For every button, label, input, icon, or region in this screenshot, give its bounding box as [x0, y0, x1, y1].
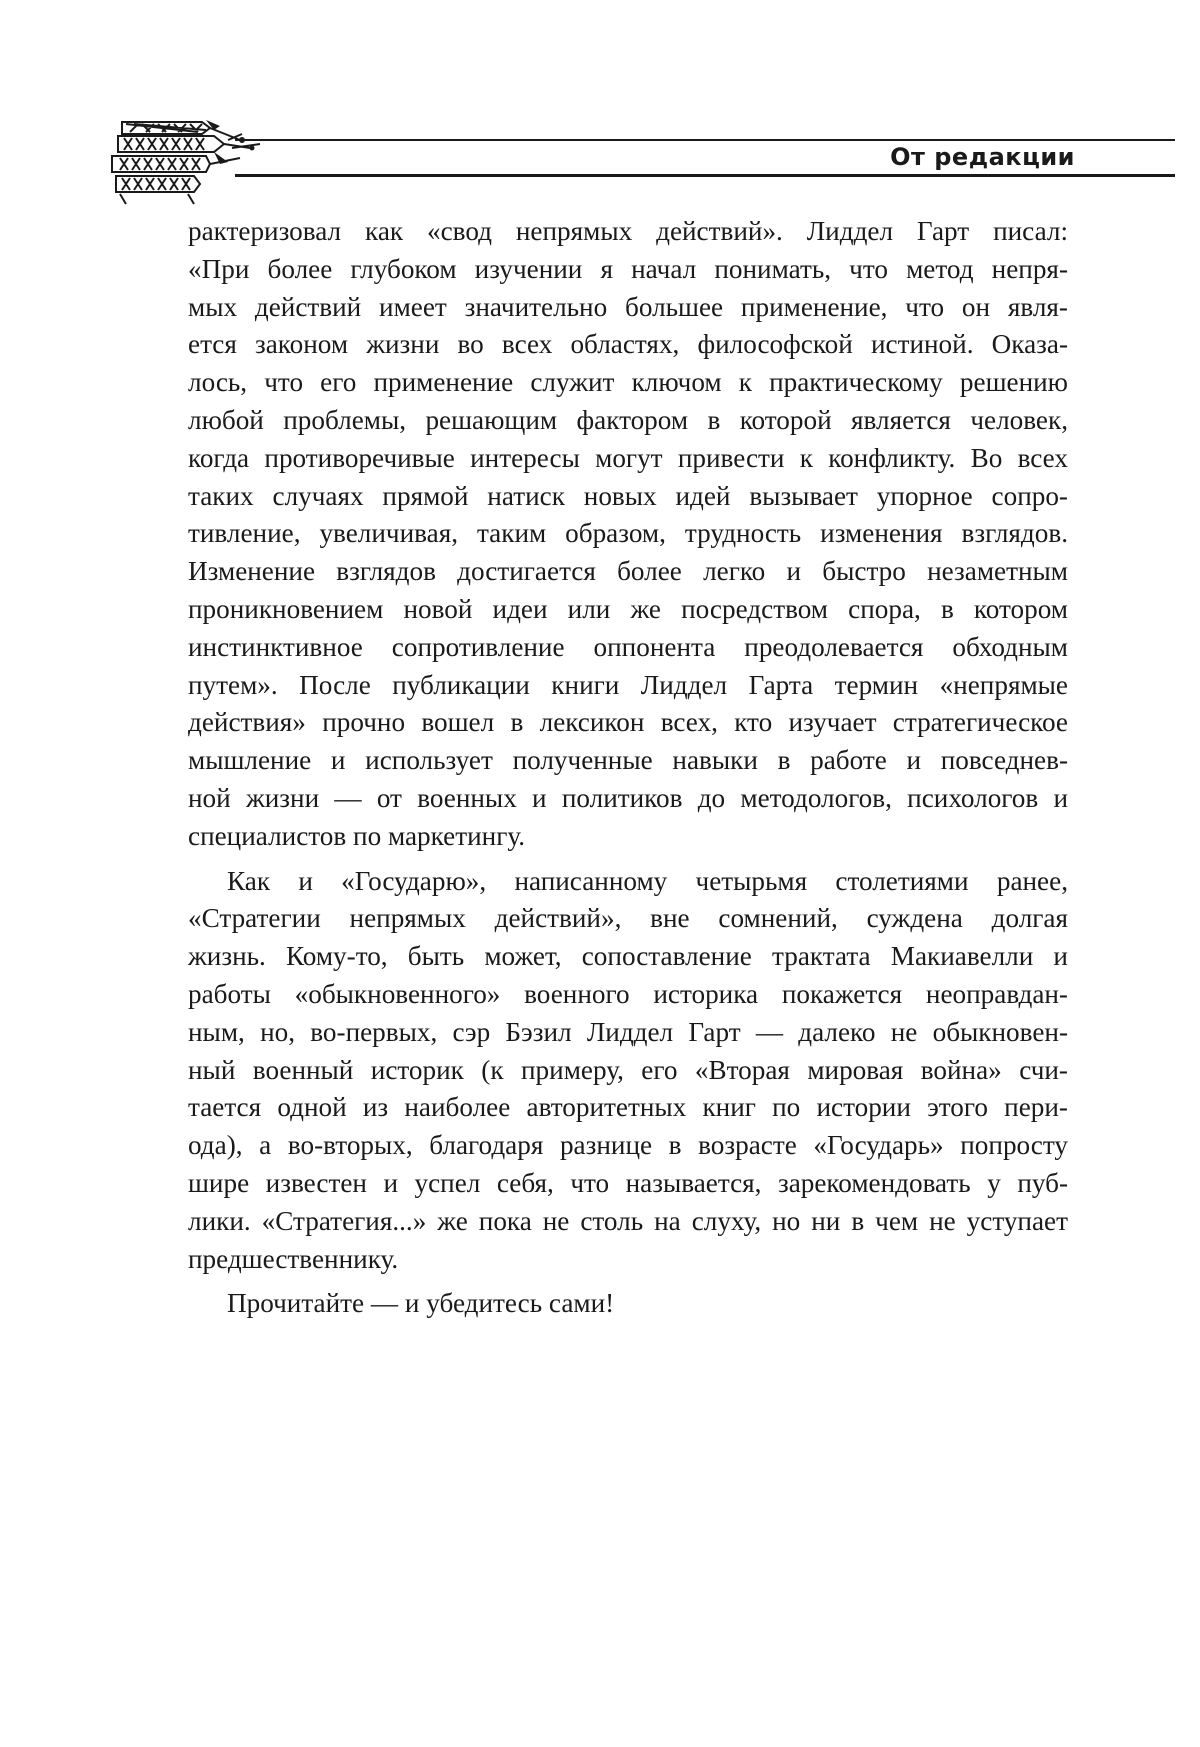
text-line: когда противоречивые интересы могут привести к конфликту. Во всех [188, 442, 1068, 473]
header-rule-top [235, 139, 1175, 141]
paragraph-1 [188, 213, 1068, 856]
paragraph-3 [188, 1285, 1068, 1323]
text-line: тивление, увеличивая, таким образом, трудность изменения взглядов. [188, 518, 1068, 549]
text-line: лики. «Стратегия...» же пока не столь на слуху, но ни в чем не уступает [188, 1205, 1068, 1236]
page-header [110, 118, 1075, 208]
text-line: ный военный историк (к примеру, его «Вторая мировая война» счи- [188, 1054, 1068, 1085]
text-line: таких случаях прямой натиск новых идей вызывает упорное сопро- [188, 480, 1068, 511]
text-line: ным, но, во-первых, сэр Бэзил Лиддел Гарт — далеко не обыкновен- [188, 1016, 1068, 1047]
header-rule-bottom [235, 174, 1175, 177]
text-line: жизнь. Кому-то, быть может, сопоставление трактата Макиавелли и [188, 941, 1068, 972]
text-line: предшественнику. [188, 1243, 399, 1274]
running-head: От редакции [890, 143, 1075, 171]
text-line: тается одной из наиболее авторитетных книг по истории этого пери- [188, 1092, 1068, 1123]
text-line: мышление и использует полученные навыки в работе и повседнев- [188, 745, 1068, 776]
text-line: ной жизни — от военных и политиков до методологов, психологов и [188, 782, 1068, 813]
text-line: действия» прочно вошел в лексикон всех, кто изучает стратегическое [188, 707, 1068, 738]
text-line: ода), а во-вторых, благодаря разнице в возрасте «Государь» попросту [188, 1130, 1068, 1161]
text-line: специалистов по маркетингу. [188, 820, 526, 851]
text-line: шире известен и успел себя, что называется, зарекомендовать у пуб- [188, 1167, 1068, 1198]
text-line: путем». После публикации книги Лиддел Гарта термин «непрямые [188, 669, 1068, 700]
paragraph-2 [188, 863, 1068, 1279]
text-line: Как и «Государю», написанному четырьмя столетиями ранее, [227, 865, 1068, 896]
text-line: рактеризовал как «свод непрямых действий». Лиддел Гарт писал: [188, 216, 1068, 246]
text-line: Изменение взглядов достигается более легко и быстро незаметным [188, 556, 1068, 587]
ornament-icon [110, 118, 270, 208]
text-line: проникновением новой идеи или же посредством спора, в котором [188, 593, 1068, 624]
body-text [188, 213, 1068, 1323]
text-line: работы «обыкновенного» военного историка покажется неоправдан- [188, 978, 1068, 1009]
text-line: Прочитайте — и убедитесь сами! [227, 1288, 615, 1319]
text-line: ется законом жизни во всех областях, философской истиной. Оказа- [188, 329, 1068, 360]
text-line: «При более глубоком изучении я начал понимать, что метод непря- [188, 253, 1068, 284]
text-line: лось, что его применение служит ключом к практическому решению [188, 367, 1068, 398]
text-line: мых действий имеет значительно большее применение, что он явля- [188, 291, 1068, 322]
text-line: любой проблемы, решающим фактором в которой является человек, [188, 404, 1068, 435]
text-line: инстинктивное сопротивление оппонента преодолевается обходным [188, 631, 1068, 662]
text-line: «Стратегии непрямых действий», вне сомнений, суждена долгая [188, 903, 1068, 934]
